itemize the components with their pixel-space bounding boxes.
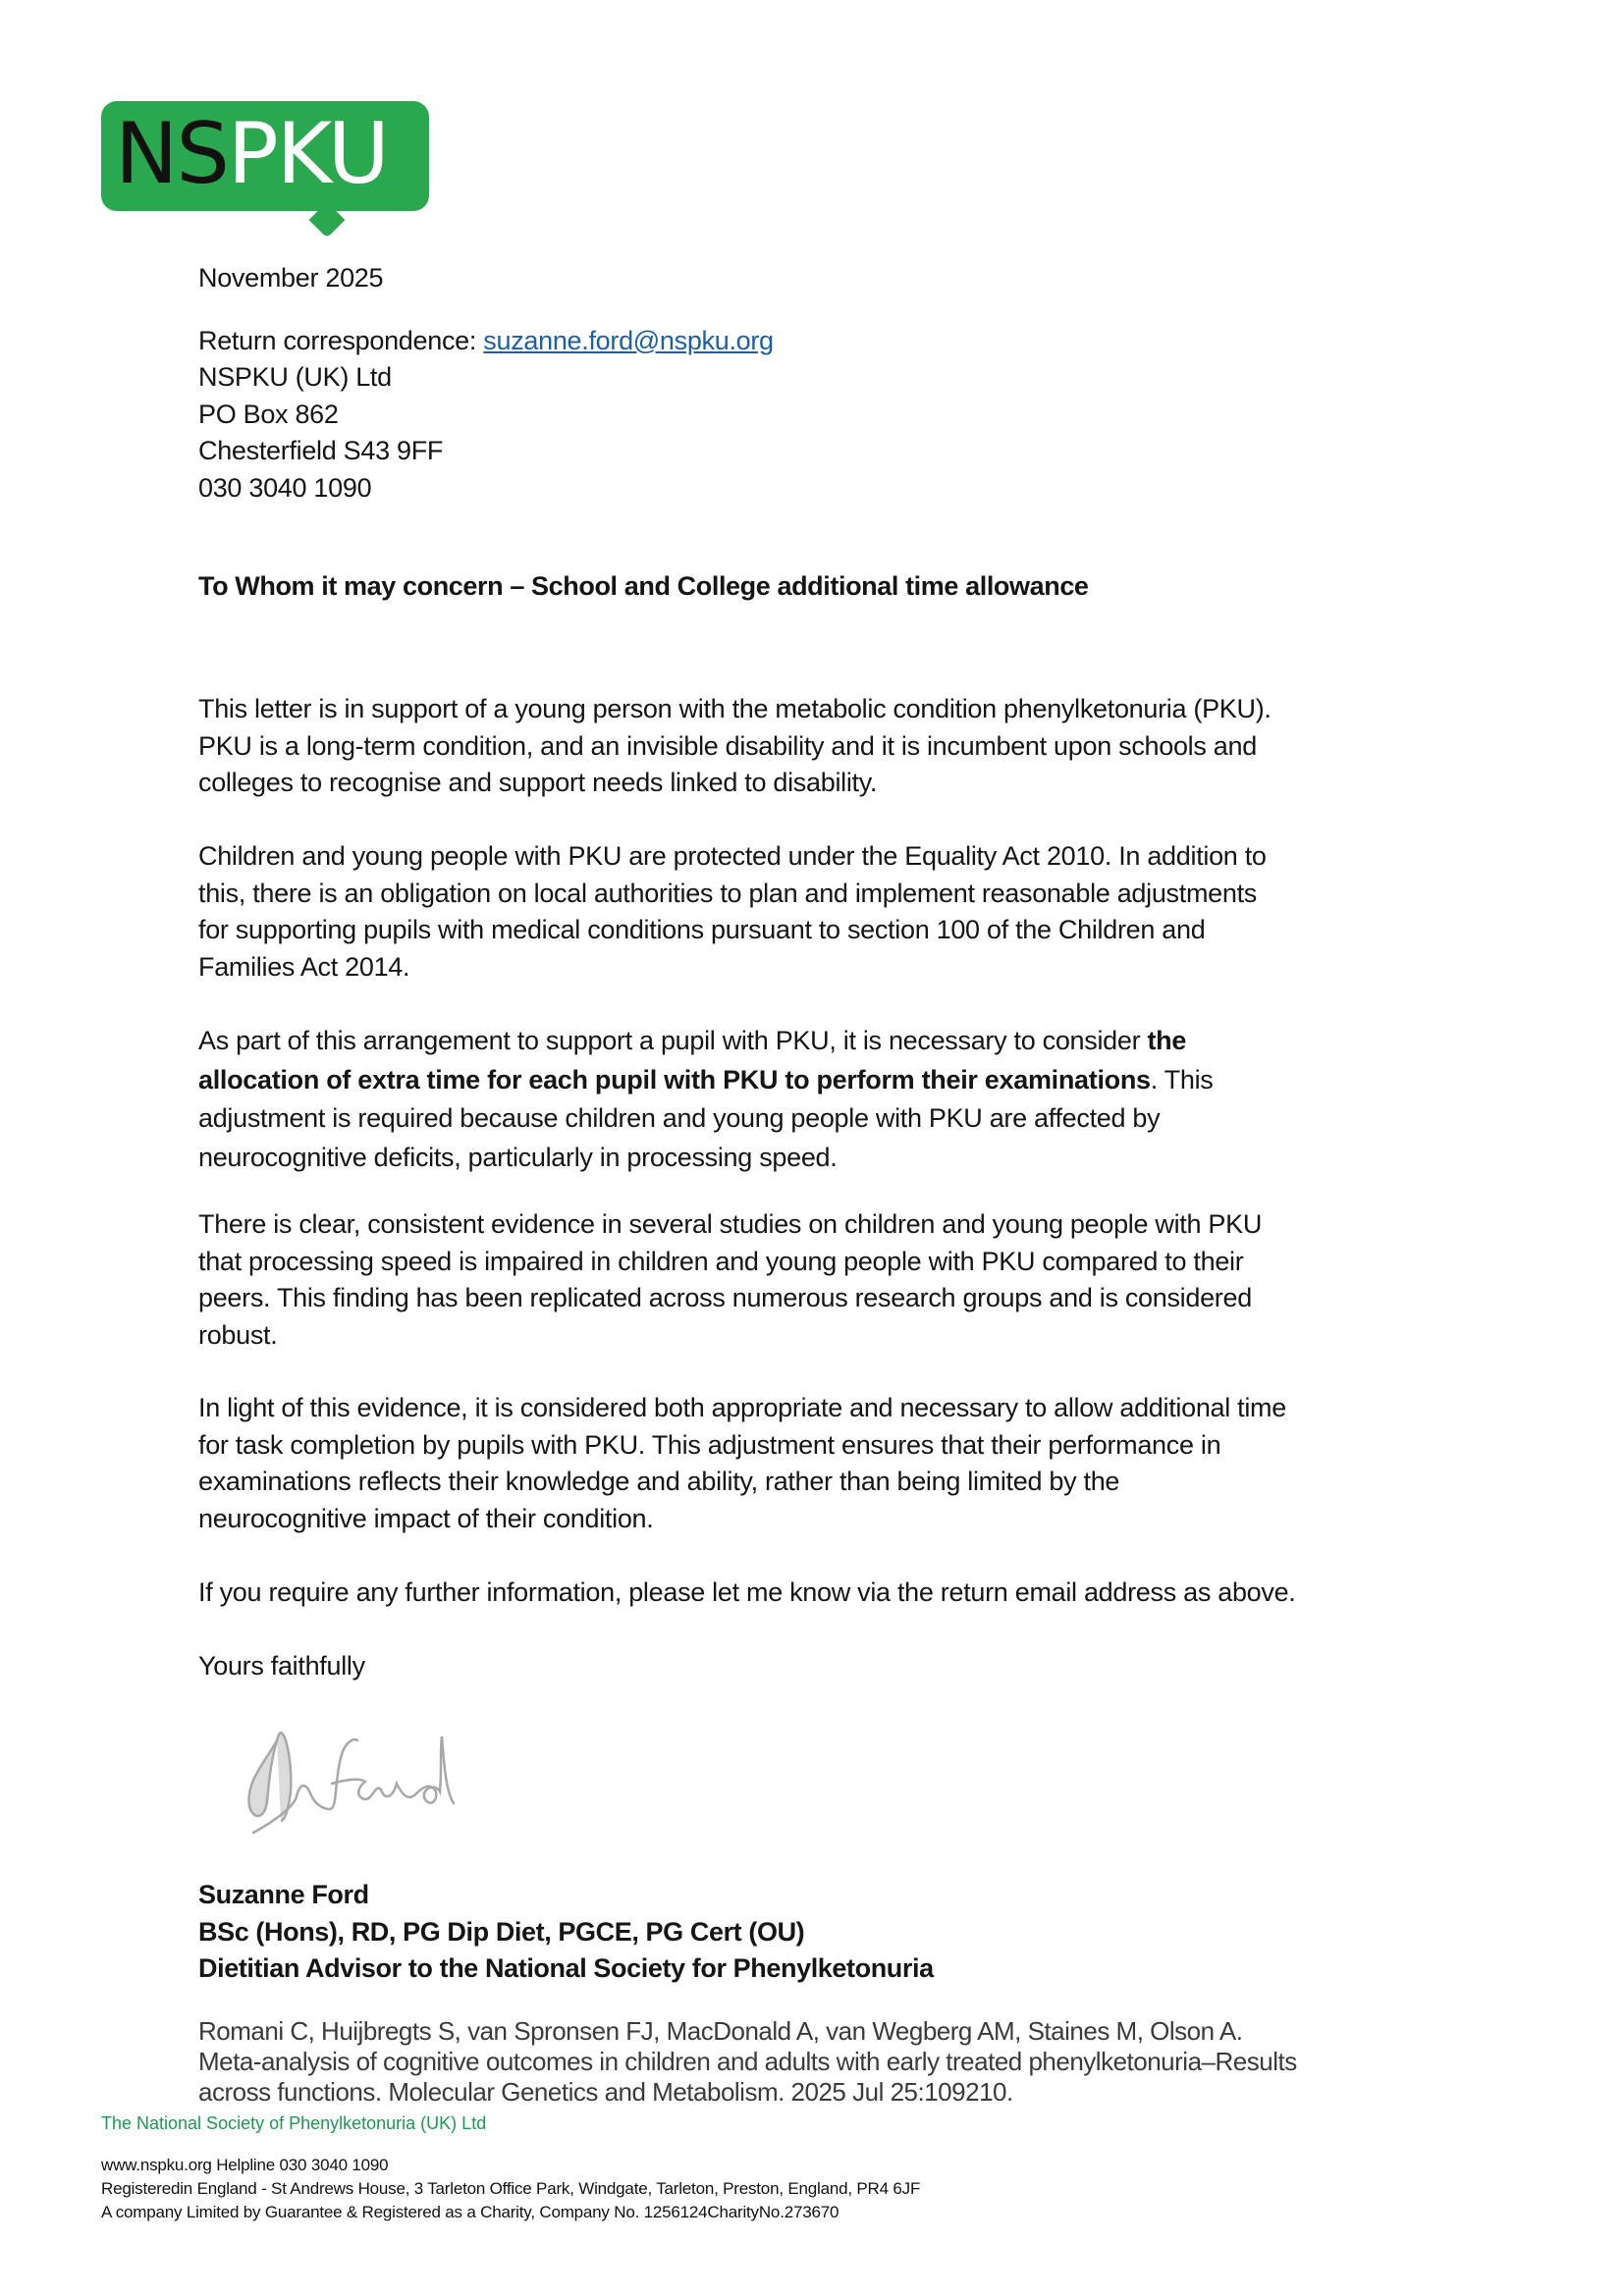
return-label: Return correspondence:: [198, 325, 484, 355]
signatory-name: Suzanne Ford: [198, 1880, 369, 1909]
paragraph-line: In light of this evidence, it is considered both appropriate and necessary to allow additional time: [198, 1393, 1286, 1422]
text-run: . This: [1150, 1064, 1214, 1095]
emphasis-text: the: [1147, 1026, 1187, 1055]
emphasis-text: allocation of extra time for each pupil with PKU to perform their examinations: [198, 1064, 1151, 1095]
signature-image: [236, 1723, 481, 1836]
footer-registered-address: Registeredin England - St Andrews House, 3 Tarleton Office Park, Windgate, Tarleton, Preston, England, PR4 6JF: [101, 2179, 921, 2198]
reference-line: Romani C, Huijbregts S, van Spronsen FJ, MacDonald A, van Wegberg AM, Staines M, Olson A.: [198, 2016, 1243, 2046]
paragraph-5: [198, 1390, 1286, 1537]
letter-date: November 2025: [198, 263, 384, 293]
paragraph-line: neurocognitive impact of their condition.: [198, 1503, 654, 1533]
paragraph-3: [198, 1022, 1214, 1177]
paragraph-line: PKU is a long-term condition, and an invisible disability and it is incumbent upon schools and: [198, 730, 1257, 761]
paragraph-line: adjustment is required because children and young people with PKU are affected by: [198, 1103, 1161, 1133]
reference-line: across functions. Molecular Genetics and Metabolism. 2025 Jul 25:109210.: [198, 2077, 1013, 2107]
signature-loop: [248, 1733, 291, 1821]
address-block: [198, 260, 774, 507]
paragraph-line: Families Act 2014.: [198, 951, 410, 982]
signatory-block: [198, 1877, 934, 1988]
paragraph-line: that processing speed is impaired in children and young people with PKU compared to their: [198, 1246, 1244, 1276]
logo-pku: PKU: [227, 105, 388, 203]
paragraph-line: [198, 1022, 1214, 1061]
paragraph-line: peers. This finding has been replicated across numerous research groups and is considered: [198, 1283, 1252, 1312]
paragraph-line: colleges to recognise and support needs linked to disability.: [198, 768, 878, 797]
paragraph-line: for supporting pupils with medical conditions pursuant to section 100 of the Children and: [198, 915, 1206, 944]
reference-citation: [198, 2016, 1297, 2108]
further-info: If you require any further information, please let me know via the return email address as above.: [198, 1577, 1296, 1607]
footer-company-info: A company Limited by Guarantee & Registered as a Charity, Company No. 1256124CharityNo.273670: [101, 2203, 839, 2221]
paragraph-line: robust.: [198, 1319, 278, 1350]
logo-wordmark: [115, 105, 388, 203]
paragraph-line: for task completion by pupils with PKU. This adjustment ensures that their performance in: [198, 1429, 1221, 1460]
return-correspondence: [198, 323, 774, 360]
paragraph-4: [198, 1206, 1262, 1354]
letter-subject: To Whom it may concern – School and College additional time allowance: [198, 571, 1089, 601]
sender-org: NSPKU (UK) Ltd: [198, 362, 392, 392]
footer-website-helpline: www.nspku.org Helpline 030 3040 1090: [101, 2156, 389, 2174]
sender-town: Chesterfield S43 9FF: [198, 436, 444, 465]
paragraph-line: Children and young people with PKU are protected under the Equality Act 2010. In addition to: [198, 841, 1267, 871]
paragraph-line: examinations reflects their knowledge and ability, rather than being limited by the: [198, 1467, 1120, 1496]
signatory-qualifications: BSc (Hons), RD, PG Dip Diet, PGCE, PG Cert (OU): [198, 1916, 805, 1947]
paragraph-line: There is clear, consistent evidence in several studies on children and young people with PKU: [198, 1209, 1263, 1239]
footer-org-name: The National Society of Phenylketonuria (UK) Ltd: [101, 2113, 487, 2133]
footer-details: [101, 2154, 920, 2224]
email-link[interactable]: suzanne.ford@nspku.org: [483, 325, 774, 355]
paragraph-1: [198, 691, 1272, 802]
closing: Yours faithfully: [198, 1651, 365, 1681]
reference-line: Meta-analysis of cognitive outcomes in children and adults with early treated phenylketonuria–Results: [198, 2047, 1297, 2076]
sender-phone: 030 3040 1090: [198, 472, 372, 503]
paragraph-line: [198, 1061, 1214, 1100]
signatory-role: Dietitian Advisor to the National Society for Phenylketonuria: [198, 1953, 934, 1983]
sender-pobox: PO Box 862: [198, 399, 339, 429]
nspku-logo: [101, 101, 429, 231]
paragraph-line: neurocognitive deficits, particularly in processing speed.: [198, 1142, 838, 1172]
spacer: [198, 297, 774, 323]
paragraph-2: [198, 838, 1267, 986]
text-run: As part of this arrangement to support a pupil with PKU, it is necessary to consider: [198, 1026, 1148, 1055]
paragraph-line: This letter is in support of a young person with the metabolic condition phenylketonuria (PKU).: [198, 694, 1272, 723]
paragraph-line: this, there is an obligation on local authorities to plan and implement reasonable adjustments: [198, 878, 1257, 908]
logo-ns: NS: [115, 105, 228, 203]
